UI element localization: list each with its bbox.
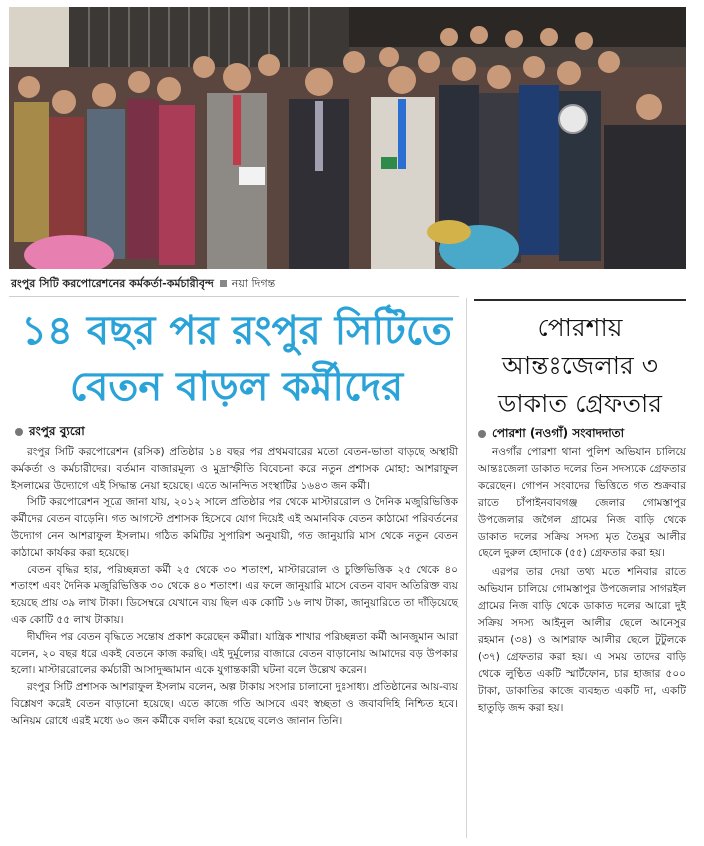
main-paragraph-5: রংপুর সিটি প্রশাসক আশরাফুল ইসলাম বলেন, অল্প টাকায় সংসার চালানো দুঃসাধ্য। প্রতিষ্ঠানের আয়-ব্যয় বিশ্লেষণ করেই বেতন বাড়ানো হয়েছে। এতে কাজে গতি আসবে এবং স্বচ্ছতা ও জবাবদিহি নিশ্চিত হবে। অনিয়ম রোধে এরই মধ্যে ৬০ জন কর্মীকে বদলি করা হয়েছে বলেও জানান তিনি। [11,681,458,727]
side-byline [478,425,624,445]
side-paragraph-1: নওগাঁর পোরশা থানা পুলিশ অভিযান চালিয়ে আন্তঃজেলা ডাকাত দলের তিন সদস্যকে গ্রেফতার করেছেন। গোপন সংবাদের ভিত্তিতে গত শুক্রবার রাতে চাঁপাইনবাবগঞ্জ জেলার গোমস্তাপুর উপজেলার জগৈল গ্রামের নিজ বাড়ি থেকে ডাকাত দলের সক্রিয় সদস্য মৃত তৈমুর আলীর ছেলে দুরুল হোদাকে (৫৫) গ্রেফতার করা হয়। [478,446,686,560]
main-paragraph-1: রংপুর সিটি করপোরেশন (রসিক) প্রতিষ্ঠার ১৪ বছর পর প্রথমবারের মতো বেতন-ভাতা বাড়ছে অস্থায়ী কর্মকর্তা ও কর্মচারীদের। বর্তমান বাজারমূল্য ও মুদ্রাস্ফীতি বিবেচনা করে নতুন প্রশাসক মোহা: আশরাফুল ইসলামের উদ্যোগে এই সিদ্ধান্ত নেয়া হয়েছে। এতে আনন্দিত সংস্থাটির ১৬৪৩ জন কর্মী। [11,446,458,492]
main-paragraph-3: বেতন বৃদ্ধির হার, পরিচ্ছন্নতা কর্মী ২৫ থেকে ৩০ শতাংশ, মাস্টাররোল ও চুক্তিভিত্তিক ২৫ থেকে ৪০ শতাংশ এবং দৈনিক মজুরিভিত্তিক ৩০ থেকে ৪০ শতাংশ। এর ফলে জানুয়ারি মাসে বেতন বাবদ অতিরিক্ত ব্যয় হয়েছে প্রায় ৩৯ লাখ টাকা। ডিসেম্বরে যেখানে ব্যয় ছিল এক কোটি ১৬ লাখ টাকা, জানুয়ারিতে তা দাঁড়িয়েছে এক কোটি ৫৫ লাখ টাকায়। [11,563,458,626]
main-headline-line1: ১৪ বছর পর রংপুর সিটিতে [21,308,452,354]
main-headline [9,303,464,415]
main-byline-text: রংপুর ব্যুরো [29,424,85,438]
main-paragraph-2: সিটি করপোরেশন সূত্রে জানা যায়, ২০১২ সালে প্রতিষ্ঠার পর থেকে মাস্টাররোল ও দৈনিক মজুরিভিত্তিক কর্মীদের বেতন বাড়েনি। গত আগস্টে প্রশাসক হিসেবে যোগ দিয়েই এই অমানবিক বেতন কাঠামো পরিবর্তনের উদ্যোগ নেন আশরাফুল ইসলাম। গঠিত কমিটির সুপারিশ অনুযায়ী, গত জানুয়ারি মাস থেকে নতুন বেতন কাঠামো কার্যকর করা হয়েছে। [11,496,458,559]
main-headline-line2: বেতন বাড়ল কর্মীদের [69,364,404,410]
news-photo [9,7,686,269]
main-paragraph-4: দীর্ঘদিন পর বেতন বৃদ্ধিতে সন্তোষ প্রকাশ করেছেন কর্মীরা। যান্ত্রিক শাখার পরিচ্ছন্নতা কর্মী আনজুমান আরা বলেন, ২০ বছর ধরে একই বেতনে কাজ করছি। এই দুর্মূল্যের বাজারে বেতন বাড়ানোয় আমাদের বড় উপকার হলো। মাস্টাররোলের কর্মচারী আসাদুজ্জামান একে যুগান্তকারী ঘটনা বলে উল্লেখ করেন। [11,630,458,677]
side-headline-line2: আন্তঃজেলার ৩ [502,351,658,380]
bullet-icon [478,430,486,438]
main-article-body [11,444,458,730]
top-divider [9,296,459,297]
side-article-body [478,444,686,717]
caption-text: রংপুর সিটি করপোরেশনের কর্মকর্তা-কর্মচারীবৃন্দ [11,277,214,290]
column-divider [466,298,467,838]
side-headline-line3: ডাকাত গ্রেফতার [498,389,662,418]
side-headline [474,309,686,423]
photo-caption [11,275,275,294]
side-byline-text: পোরশা (নওগাঁ) সংবাদদাতা [492,426,625,440]
side-headline-line1: পোরশায় [537,313,623,342]
news-photo-illustration [9,7,686,269]
main-byline [15,423,85,443]
side-paragraph-2: এরপর তার দেয়া তথ্য মতে শনিবার রাতে অভিযান চালিয়ে গোমস্তাপুর উপজেলার সাগরইল গ্রামের নিজ বাড়ি থেকে ডাকাত দলের আরো দুই সক্রিয় সদস্য আইনুল আলীর ছেলে আনেসুর রহমান (৩৪) ও আশরাফ আলীর ছেলে টুটুলকে (৩৭) গ্রেফতার করা হয়। এ সময় তাদের বাড়ি থেকে লুণ্ঠিত একটি স্মার্টফোন, চার হাজার ৫০০ টাকা, ডাকাতির কাজে ব্যবহৃত একটি দা, একটি হাতুড়ি জব্দ করা হয়। [478,566,686,714]
caption-square-icon [220,280,227,287]
bullet-icon [15,428,23,436]
side-top-rule [474,299,686,301]
caption-source: নয়া দিগন্ত [231,277,276,290]
